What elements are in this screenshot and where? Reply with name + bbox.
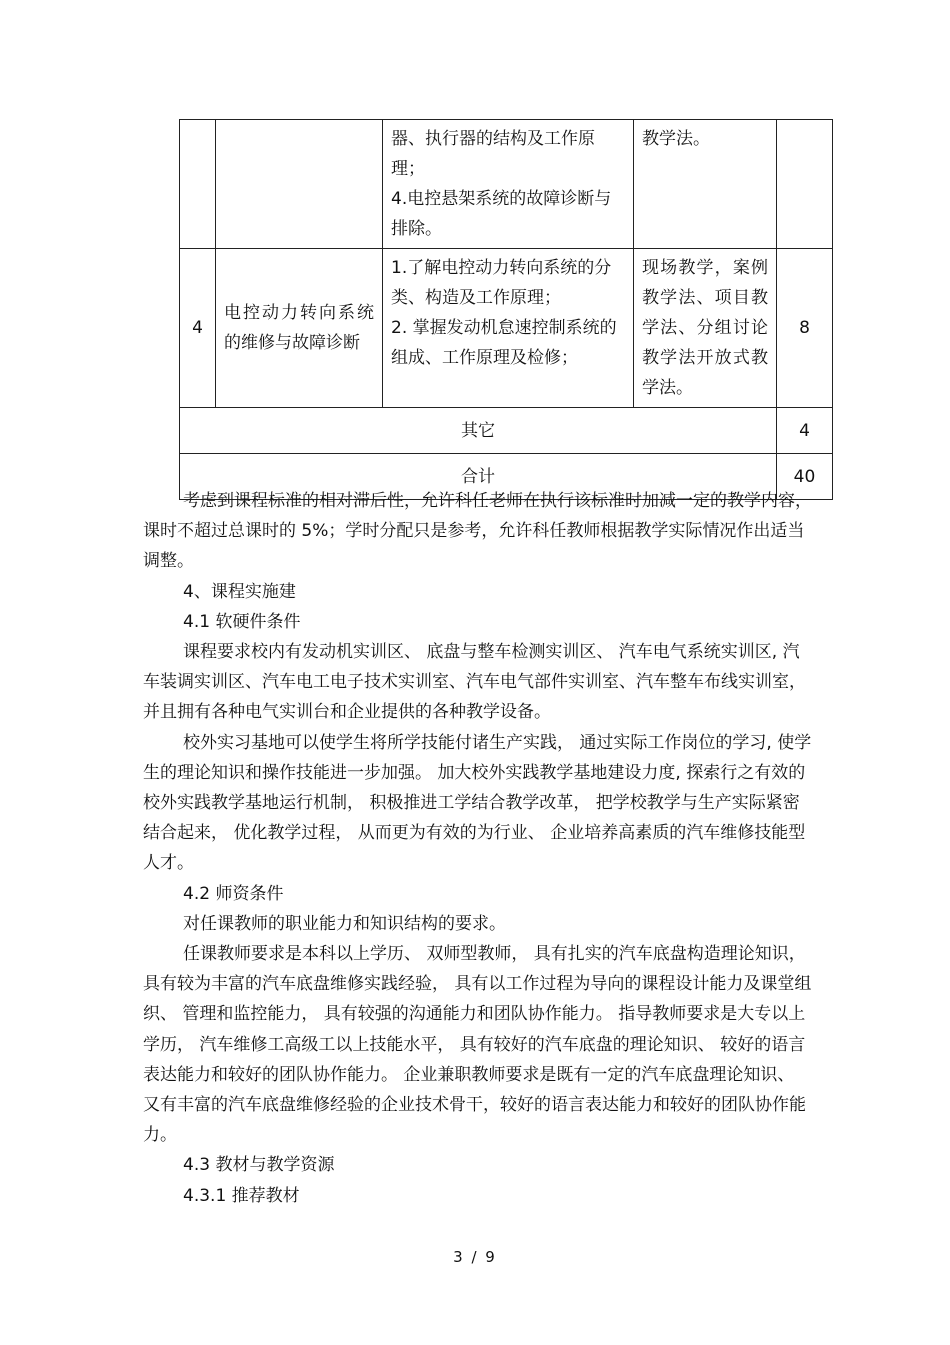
table-row — [180, 249, 833, 408]
body-text — [143, 486, 813, 1211]
row-index-cell: 4 — [180, 249, 216, 408]
content-line: 2. 掌握发动机怠速控制系统的组成、工作原理及检修； — [391, 318, 617, 368]
section-4-3-1-heading: 4.3.1 推荐教材 — [183, 1185, 300, 1206]
section-4-3-heading: 4.3 教材与教学资源 — [183, 1155, 335, 1176]
other-label-cell: 其它 — [180, 408, 777, 454]
section-4-1-heading: 4.1 软硬件条件 — [183, 611, 301, 632]
course-schedule-table — [179, 119, 833, 500]
table-row — [180, 120, 833, 249]
content-line: 4.电控悬架系统的故障诊断与排除。 — [391, 189, 612, 239]
paragraph: 任课教师要求是本科以上学历、 双师型教师， 具有扎实的汽车底盘构造理论知识，具有较为丰富的汽车底盘维修实践经验， 具有以工作过程为导向的课程设计能力及课堂组织、 管理和监控能力， 具有较强的沟通能力和团队协作能力。 指导教师要求是大专以上学历， 汽车维修工高级工以上技能水平， 具有较好的汽车底盘的理论知识、 较好的语言表达能力和较好的团队协作能力。 企业兼职教师要求是既有一定的汽车底盘理论知识、 又有丰富的汽车底盘维修经验的企业技术骨干，较好的语言表达能力和较好的团队协作能力。 — [143, 944, 812, 1146]
other-hours-cell: 4 — [777, 408, 833, 454]
page-number: 3 / 9 — [453, 1248, 497, 1266]
total-label-cell: 合计 — [180, 454, 777, 500]
row-hours-cell: 8 — [777, 249, 833, 408]
section-4-heading: 4、课程实施建 — [183, 581, 296, 602]
paragraph: 课程要求校内有发动机实训区、 底盘与整车检测实训区、 汽车电气系统实训区, 汽车装调实训区、汽车电工电子技术实训室、汽车电气部件实训室、汽车整车布线实训室，并且拥有各种电气实训台和企业提供的各种教学设备。 — [143, 642, 806, 723]
row-hours-cell — [777, 120, 833, 249]
row-title-cell: 电控动力转向系统的维修与故障诊断 — [216, 249, 383, 408]
section-4-2-heading: 4.2 师资条件 — [183, 883, 284, 904]
content-line: 器、执行器的结构及工作原理； — [391, 129, 595, 179]
row-content-cell — [383, 120, 634, 249]
content-line: 1.了解电控动力转向系统的分类、构造及工作原理； — [391, 258, 612, 308]
row-method-cell: 教学法。 — [634, 120, 777, 249]
total-hours-cell: 40 — [777, 454, 833, 500]
row-index-cell — [180, 120, 216, 249]
row-title-cell — [216, 120, 383, 249]
paragraph: 校外实习基地可以使学生将所学技能付诸生产实践， 通过实际工作岗位的学习, 使学生的理论知识和操作技能进一步加强。 加大校外实践教学基地建设力度, 探索行之有效的校外实践教学基地运行机制， 积极推进工学结合教学改革， 把学校教学与生产实际紧密结合起来， 优化教学过程， 从而更为有效的为行业、 企业培养高素质的汽车维修技能型人才。 — [143, 732, 812, 874]
row-content-cell — [383, 249, 634, 408]
note-paragraph: 考虑到课程标准的相对滞后性，允许科任老师在执行该标准时加减一定的教学内容，课时不超过总课时的 5%；学时分配只是参考，允许科任教师根据教学实际情况作出适当调整。 — [143, 491, 812, 572]
paragraph: 对任课教师的职业能力和知识结构的要求。 — [183, 913, 506, 934]
row-method-cell: 现场教学，案例教学法、项目教学法、分组讨论教学法开放式教学法。 — [634, 249, 777, 408]
table-row-other — [180, 408, 833, 454]
